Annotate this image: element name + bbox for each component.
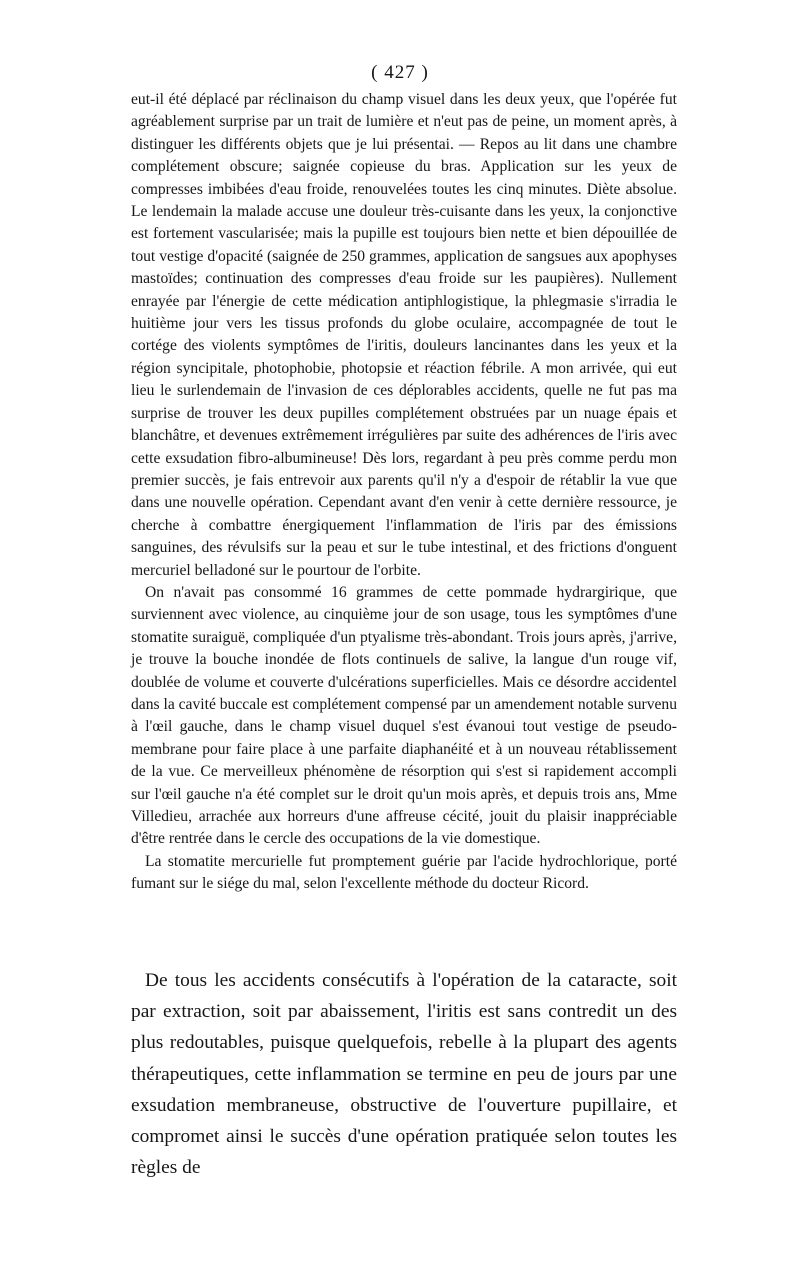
- paragraph-iritis: De tous les accidents consécutifs à l'opération de la cataracte, soit par extraction, soit par abaissement, l'iritis est sans contredit un des plus redoutables, puisque quelquefois, rebelle à la plupart des agents thérapeutiques, cette inflammation se termine en peu de jours par une exsudation membraneuse, obstructive de l'ouverture pupillaire, et compromet ainsi le succès d'une opération pratiquée selon toutes les règles de: [131, 970, 677, 1179]
- paragraph-2: On n'avait pas consommé 16 grammes de cette pommade hydrargirique, que surviennent avec violence, au cinquième jour de son usage, tous les symptômes d'une stomatite suraiguë, compliquée d'un ptyalisme très-abondant. Trois jours après, j'arrive, je trouve la bouche inondée de flots continuels de salive, la langue d'un rouge vif, doublée de volume et couverte d'ulcérations superficielles. Mais ce désordre accidentel dans la cavité buccale est complétement compensé par un amendement notable survenu à l'œil gauche, dans le champ visuel duquel s'est évanoui tout vestige de pseudo-membrane pour faire place à une parfaite diaphanéité et à un nouveau rétablissement de la vue. Ce merveilleux phénomène de résorption qui s'est si rapidement accompli sur l'œil gauche n'a été complet sur le droit qu'un mois après, et depuis trois ans, Mme Villedieu, arrachée aux horreurs d'une affreuse cécité, jouit du plaisir inappréciable d'être rentrée dans le cercle des occupations de la vie domestique.: [131, 583, 678, 848]
- paragraph-1: eut-il été déplacé par réclinaison du champ visuel dans les deux yeux, que l'opérée fut agréablement surprise par un trait de lumière et n'eut pas de peine, un moment après, à distinguer les différents objets que je lui présentai. — Repos au lit dans une chambre complétement obscure; saignée copieuse du bras. Application sur les yeux de compresses imbibées d'eau froide, renouvelées toutes les cinq minutes. Diète absolue. Le lendemain la malade accuse une douleur très-cuisante dans les yeux, la conjonctive est fortement vascularisée; mais la pupille est toujours bien nette et bien dépouillée de tout vestige d'opacité (saignée de 250 grammes, application de sangsues aux apophyses mastoïdes; continuation des compresses d'eau froide sur les paupières). Nullement enrayée par l'énergie de cette médication antiphlogistique, la phlegmasie s'irradia le huitième jour vers les tissus profonds du globe oculaire, accompagnée de tout le cortége des violents symptômes de l'iritis, douleurs lancinantes dans les yeux et la région syncipitale, photophobie, photopsie et réaction fébrile. A mon arrivée, qui eut lieu le surlendemain de l'invasion de ces déplorables accidents, quelle ne fut pas ma surprise de trouver les deux pupilles complétement obstruées par un nuage épais et blanchâtre, et devenues extrêmement irrégulières par suite des adhérences de l'iris avec cette exsudation fibro-albumineuse! Dès lors, regardant à peu près comme perdu mon premier succès, je fais entrevoir aux parents qu'il n'y a d'espoir de rétablir la vue que dans une nouvelle opération. Cependant avant d'en venir à cette dernière ressource, je cherche à combattre énergiquement l'inflammation de l'iris par des émissions sanguines, des révulsifs sur la peau et sur le tube intestinal, et des frictions d'onguent mercuriel belladoné sur le pourtour de l'orbite.: [131, 91, 677, 579]
- paragraph-3: La stomatite mercurielle fut promptement guérie par l'acide hydrochlorique, porté fumant sur le siége du mal, selon l'excellente méthode du docteur Ricord.: [131, 852, 677, 893]
- main-text: [131, 965, 677, 1183]
- page-number: ( 427 ): [371, 62, 429, 83]
- case-report-text: [131, 89, 677, 896]
